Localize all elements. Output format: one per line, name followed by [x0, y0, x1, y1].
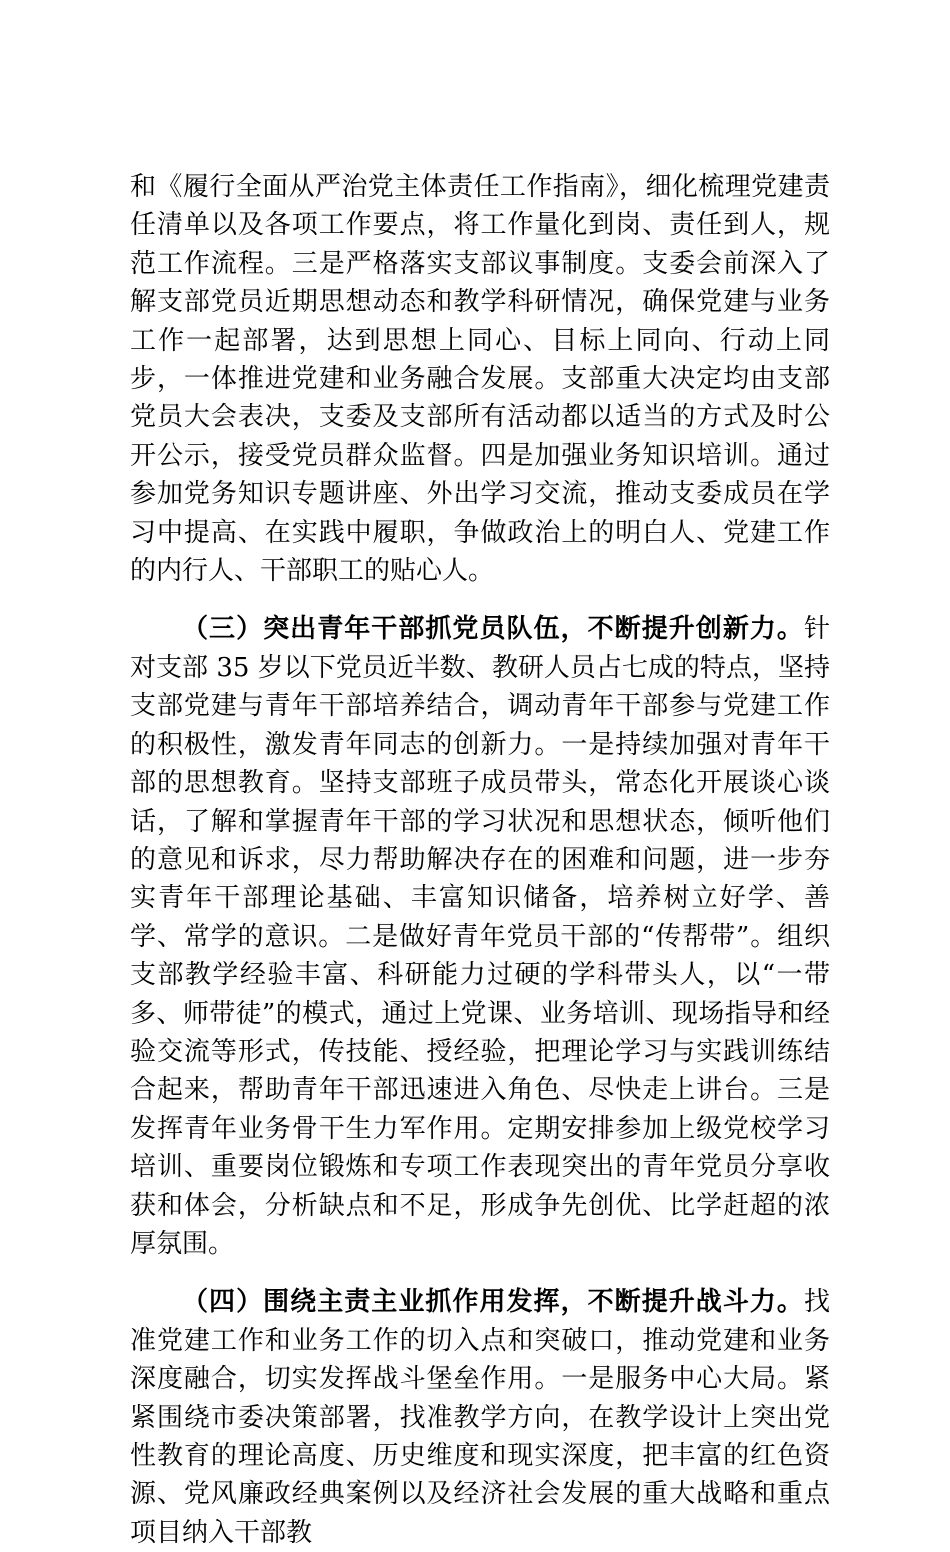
- document-body: [130, 168, 830, 1552]
- paragraph-text: 和《履行全面从严治党主体责任工作指南》，细化梳理党建责任清单以及各项工作要点，将工作量化到岗、责任到人，规范工作流程。三是严格落实支部议事制度。支委会前深入了解支部党员近期思想动态和教学科研情况，确保党建与业务工作一起部署，达到思想上同心、目标上同向、行动上同步，一体推进党建和业务融合发展。支部重大决定均由支部党员大会表决，支委及支部所有活动都以适当的方式及时公开公示，接受党员群众监督。四是加强业务知识培训。通过参加党务知识专题讲座、外出学习交流，推动支委成员在学习中提高、在实践中履职，争做政治上的明白人、党建工作的内行人、干部职工的贴心人。: [130, 172, 830, 587]
- section-heading: （三）突出青年干部抓党员队伍，不断提升创新力。: [182, 614, 804, 645]
- section-heading: （四）围绕主责主业抓作用发挥，不断提升战斗力。: [182, 1287, 804, 1318]
- paragraph-section-4: [130, 1283, 830, 1552]
- paragraph-text: 找准党建工作和业务工作的切入点和突破口，推动党建和业务深度融合，切实发挥战斗堡垒作用。一是服务中心大局。紧紧围绕市委决策部署，找准教学方向，在教学设计上突出党性教育的理论高度、历史维度和现实深度，把丰富的红色资源、党风廉政经典案例以及经济社会发展的重大战略和重点项目纳入干部教: [130, 1287, 830, 1548]
- paragraph-text: 针对支部 35 岁以下党员近半数、教研人员占七成的特点，坚持支部党建与青年干部培养结合，调动青年干部参与党建工作的积极性，激发青年同志的创新力。一是持续加强对青年干部的思想教育。坚持支部班子成员带头，常态化开展谈心谈话，了解和掌握青年干部的学习状况和思想状态，倾听他们的意见和诉求，尽力帮助解决存在的困难和问题，进一步夯实青年干部理论基础、丰富知识储备，培养树立好学、善学、常学的意识。二是做好青年党员干部的“传帮带”。组织支部教学经验丰富、科研能力过硬的学科带头人，以“一带多、师带徒”的模式，通过上党课、业务培训、现场指导和经验交流等形式，传技能、授经验，把理论学习与实践训练结合起来，帮助青年干部迅速进入角色、尽快走上讲台。三是发挥青年业务骨干生力军作用。定期安排参加上级党校学习培训、重要岗位锻炼和专项工作表现突出的青年党员分享收获和体会，分析缺点和不足，形成争先创优、比学赶超的浓厚氛围。: [130, 614, 830, 1259]
- paragraph-section-3: [130, 610, 830, 1263]
- paragraph-continued: [130, 168, 830, 590]
